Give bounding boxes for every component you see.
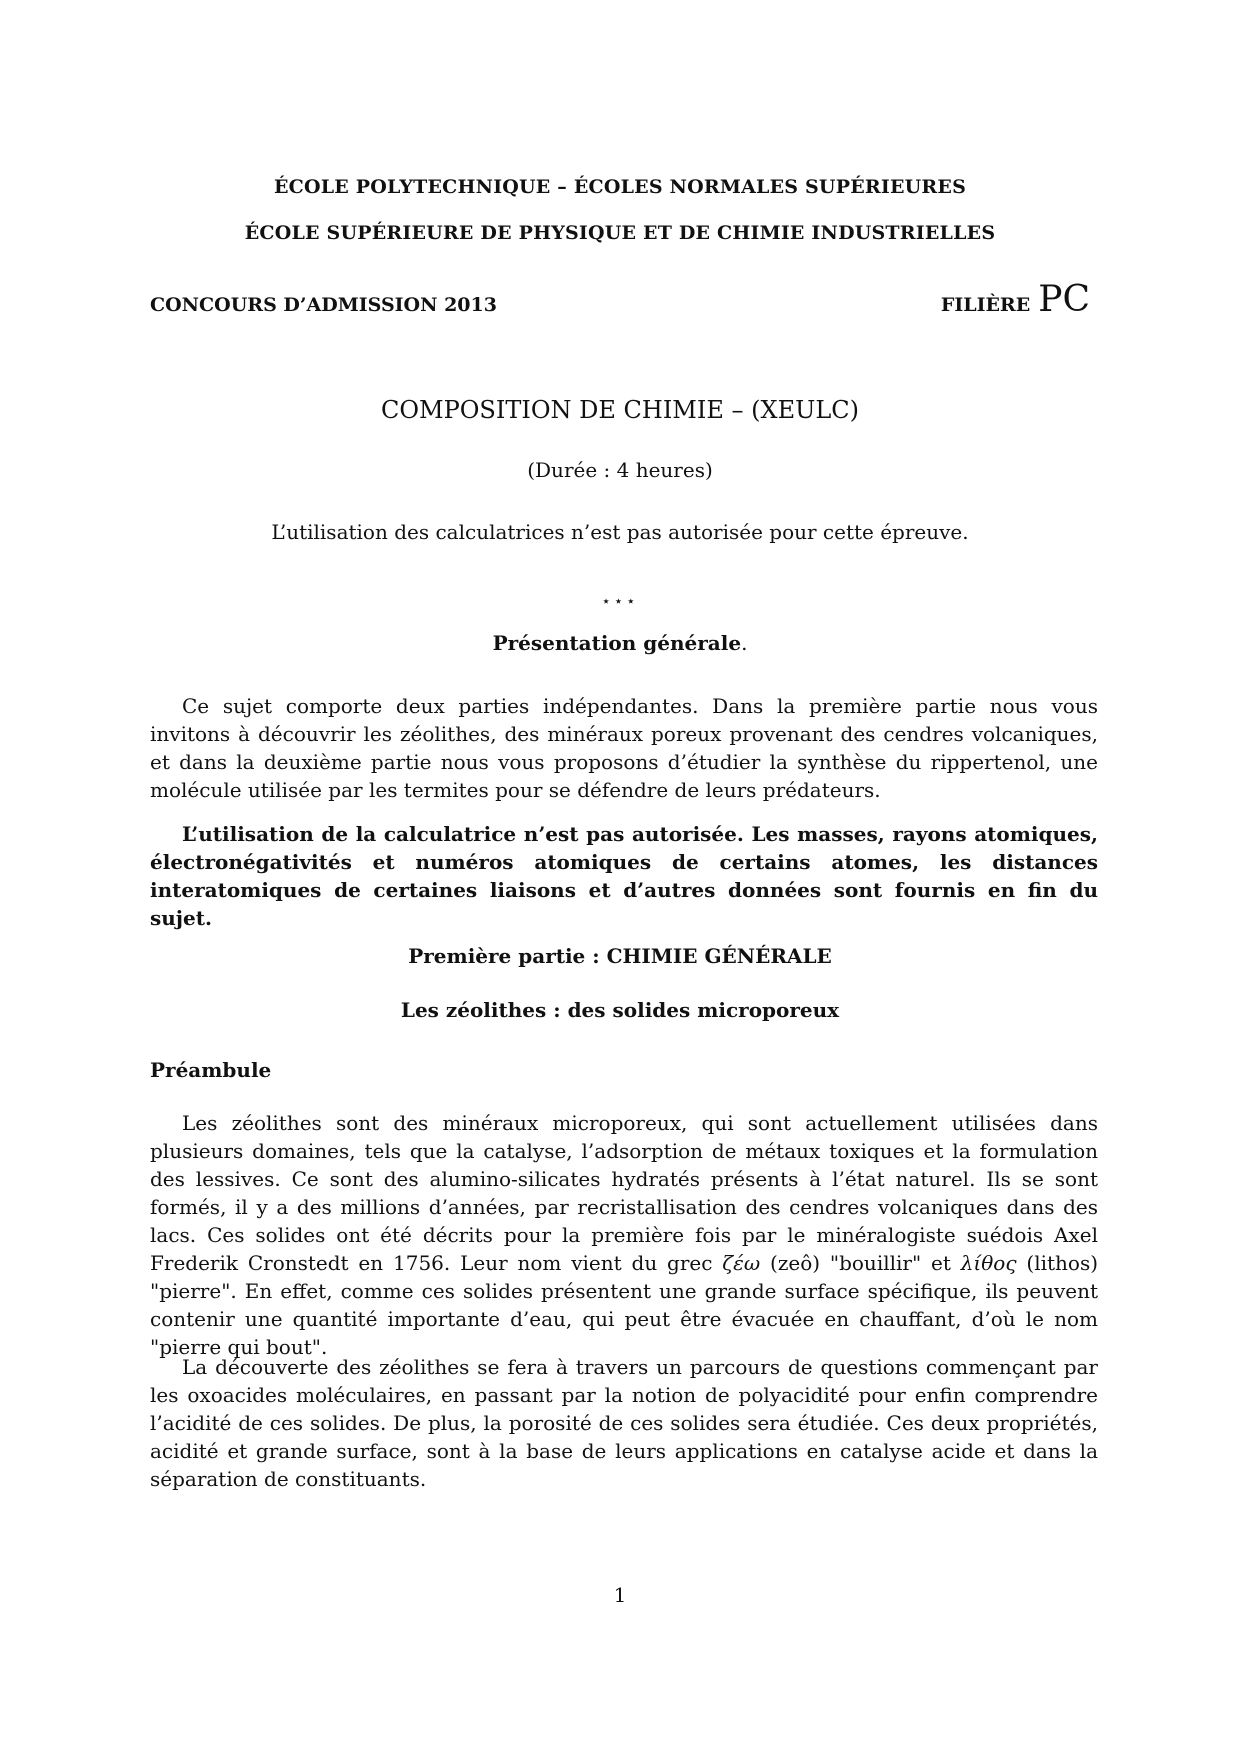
- page-number: 1: [613, 1583, 627, 1607]
- presentation-heading-period: .: [741, 631, 748, 655]
- preambule-text-b: (zeô) "bouillir" et: [760, 1251, 961, 1275]
- preambule-text-a: Les zéolithes sont des minéraux microporeux, qui sont actuellement utilisées dans plusieurs domaines, tels que la catalyse, l’adsorption de métaux toxiques et la formulation des lessives. Ce sont des alumino-silicates hydratés présents à l’état naturel. Ils se sont formés, il y a des millions d’années, par recristallisation des cendres volcaniques dans des lacs. Ces solides ont été décrits pour la première fois par le minéralogiste suédois Axel Frederik Cronstedt en 1756. Leur nom vient du grec: [150, 1111, 1098, 1275]
- presentation-heading-text: Présentation générale: [492, 631, 742, 655]
- part-one-subheading: Les zéolithes : des solides microporeux: [400, 998, 840, 1022]
- presentation-paragraph: Ce sujet comporte deux parties indépendantes. Dans la première partie nous vous invitons à découvrir les zéolithes, des minéraux poreux provenant des cendres volcaniques, et dans la deuxième partie nous vous proposons d’étudier la synthèse du rippertenol, une molécule utilisée par les termites pour se défendre de leurs prédateurs.: [150, 694, 1098, 802]
- preambule-paragraph-2: La découverte des zéolithes se fera à travers un parcours de questions commençant par les oxoacides moléculaires, en passant par la notion de polyacidité pour enfin comprendre l’acidité de ces solides. De plus, la porosité de ces solides sera étudiée. Ces deux propriétés, acidité et grande surface, sont à la base de leurs applications en catalyse acide et dans la séparation de constituants.: [150, 1355, 1098, 1491]
- preambule-heading: Préambule: [150, 1058, 272, 1082]
- greek-lithos: λίθος: [960, 1251, 1017, 1275]
- preambule-paragraph-1: [150, 1109, 1098, 1361]
- stars-separator: ⋆⋆⋆: [601, 592, 639, 610]
- duration: (Durée : 4 heures): [527, 458, 713, 482]
- concours-label: CONCOURS D’ADMISSION 2013: [150, 294, 497, 316]
- filiere: [940, 279, 1090, 320]
- greek-zeo: ζέω: [722, 1251, 761, 1275]
- filiere-value: PC: [1038, 279, 1090, 320]
- filiere-label: FILIÈRE: [940, 294, 1031, 316]
- part-one-heading: Première partie : CHIMIE GÉNÉRALE: [408, 944, 832, 968]
- preambule-text-c: (lithos) "pierre". En effet, comme ces solides présentent une grande surface spécifique, ils peuvent contenir une quantité importante d’eau, qui peut être évacuée en chauffant, d’où le nom "pierre qui bout".: [150, 1251, 1099, 1359]
- data-notice-paragraph: L’utilisation de la calculatrice n’est pas autorisée. Les masses, rayons atomiques, électronégativités et numéros atomiques de certains atomes, les distances interatomiques de certaines liaisons et d’autres données sont fournis en fin du sujet.: [150, 822, 1098, 930]
- concours-row: [150, 279, 1090, 320]
- calculator-notice: L’utilisation des calculatrices n’est pas autorisée pour cette épreuve.: [271, 520, 969, 544]
- header-line-2: ÉCOLE SUPÉRIEURE DE PHYSIQUE ET DE CHIMIE INDUSTRIELLES: [244, 222, 996, 244]
- presentation-heading: [150, 631, 1090, 655]
- header-line-1: ÉCOLE POLYTECHNIQUE – ÉCOLES NORMALES SUPÉRIEURES: [273, 176, 966, 198]
- page-title: COMPOSITION DE CHIMIE – (XEULC): [380, 396, 859, 424]
